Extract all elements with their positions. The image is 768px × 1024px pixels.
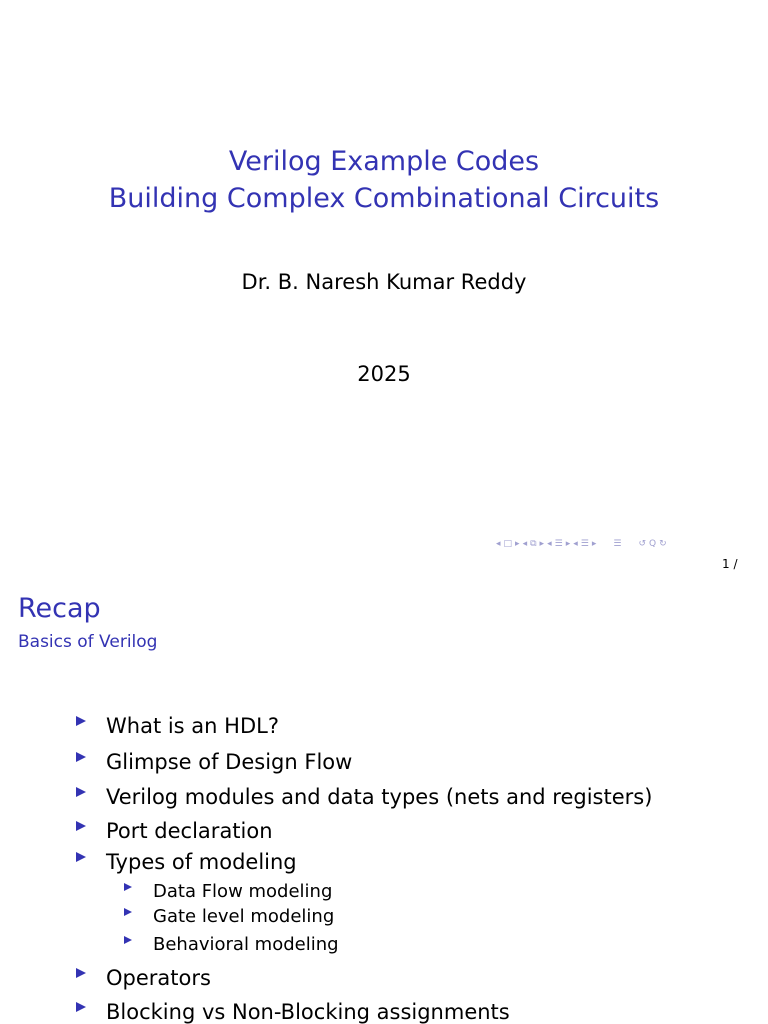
triangle-bullet-icon — [76, 716, 86, 726]
frame-title: Recap — [18, 593, 101, 624]
nav-back-icon[interactable]: ↺ — [638, 539, 646, 549]
frame-subtitle: Basics of Verilog — [18, 632, 158, 652]
list-item: Blocking vs Non-Blocking assignments — [76, 1000, 510, 1024]
nav-document-icon[interactable]: ☰ — [580, 539, 589, 549]
nav-frame-icon[interactable]: □ — [503, 539, 513, 549]
triangle-bullet-icon — [124, 883, 132, 891]
triangle-bullet-icon — [124, 936, 132, 944]
nav-search-icon[interactable]: Q — [648, 539, 657, 549]
list-item: Operators — [76, 966, 211, 990]
list-item: Glimpse of Design Flow — [76, 750, 352, 774]
nav-prev-frame-icon[interactable]: ◂ — [496, 539, 501, 549]
list-item: Verilog modules and data types (nets and registers) — [76, 785, 652, 809]
presentation-subtitle: Building Complex Combinational Circuits — [108, 183, 660, 214]
page-number: 1 / — [722, 558, 738, 571]
triangle-bullet-icon — [76, 852, 86, 862]
nav-forward-icon[interactable]: ↻ — [659, 539, 667, 549]
author-name: Dr. B. Naresh Kumar Reddy — [241, 270, 527, 294]
sub-list-item: Behavioral modeling — [124, 934, 339, 955]
nav-next-subsection-icon[interactable]: ▸ — [539, 539, 545, 549]
list-item: Types of modeling — [76, 850, 297, 874]
sub-list-item: Data Flow modeling — [124, 881, 332, 902]
nav-next-frame-icon[interactable]: ▸ — [515, 539, 520, 549]
nav-next-document-icon[interactable]: ▸ — [591, 539, 597, 549]
triangle-bullet-icon — [124, 908, 132, 916]
list-item: What is an HDL? — [76, 714, 279, 738]
list-item: Port declaration — [76, 819, 273, 843]
nav-outline-icon[interactable]: ☰ — [613, 539, 622, 549]
presentation-date: 2025 — [357, 362, 411, 386]
nav-next-section-icon[interactable]: ▸ — [565, 539, 571, 549]
nav-section-icon[interactable]: ☰ — [554, 539, 563, 549]
nav-prev-section-icon[interactable]: ◂ — [547, 539, 552, 549]
nav-prev-document-icon[interactable]: ◂ — [573, 539, 578, 549]
presentation-title: Verilog Example Codes — [228, 146, 540, 177]
triangle-bullet-icon — [76, 1002, 86, 1012]
triangle-bullet-icon — [76, 752, 86, 762]
triangle-bullet-icon — [76, 968, 86, 978]
recap-slide — [0, 576, 768, 1024]
nav-prev-subsection-icon[interactable]: ◂ — [522, 539, 528, 549]
nav-subsection-icon[interactable]: ⧉ — [530, 539, 537, 549]
triangle-bullet-icon — [76, 787, 86, 797]
triangle-bullet-icon — [76, 821, 86, 831]
beamer-navigation-bar — [496, 539, 667, 549]
sub-list-item: Gate level modeling — [124, 906, 334, 927]
